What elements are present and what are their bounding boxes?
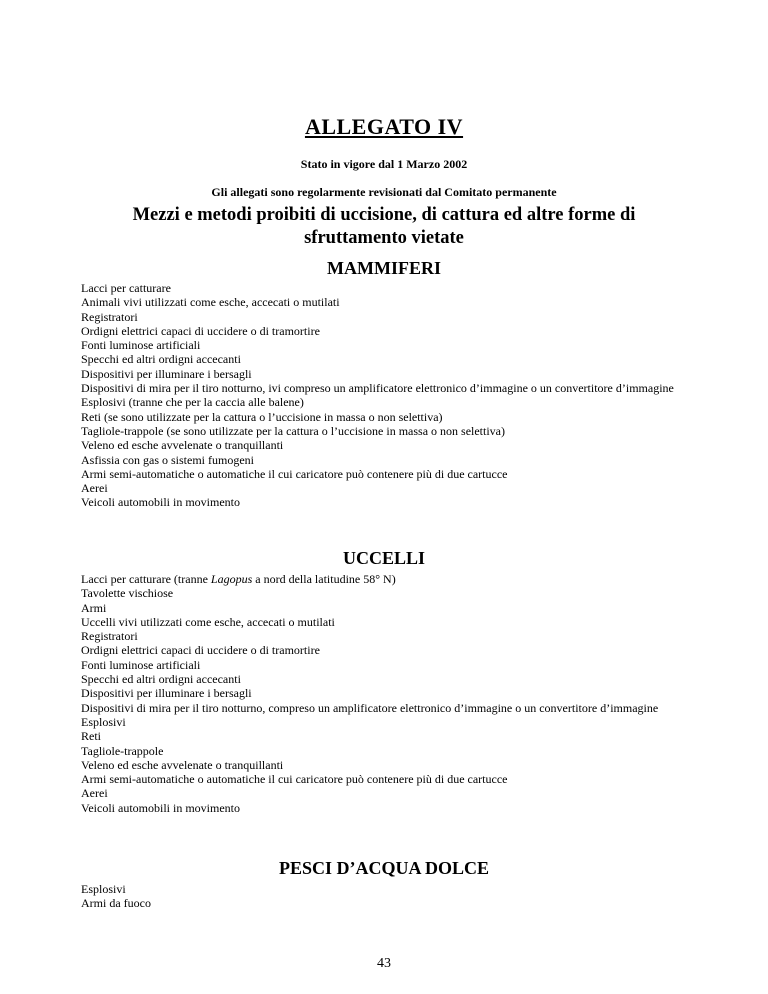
list-item: Esplosivi — [81, 882, 126, 896]
validity-date: Stato in vigore dal 1 Marzo 2002 — [300, 157, 468, 171]
document-title: ALLEGATO IV — [304, 114, 464, 139]
main-heading: Mezzi e metodi proibiti di uccisione, di cattura ed altre forme di sfruttamento vietate — [132, 205, 636, 248]
list-item: Esplosivi — [81, 714, 126, 729]
species-name: Lagopus — [210, 572, 253, 586]
list-item: Dispositivi di mira per il tiro notturno, ivi compreso un amplificatore elettronico d’immagine o un convertitore d’immagine — [81, 381, 674, 396]
list-item: Registratori — [81, 629, 138, 644]
section-title-pesci: PESCI D’ACQUA DOLCE — [278, 858, 490, 878]
list-item: Lacci per catturare — [81, 281, 171, 295]
list-item: Esplosivi (tranne che per la caccia alle balene) — [81, 395, 304, 410]
list-item: Veicoli automobili in movimento — [81, 800, 240, 815]
list-item: Veleno ed esche avvelenate o tranquillanti — [81, 757, 284, 772]
list-uccelli — [81, 572, 687, 815]
list-item: Animali vivi utilizzati come esche, accecati o mutilati — [81, 295, 340, 310]
list-item: Tagliole-trappole (se sono utilizzate per la cattura o l’uccisione in massa o non selettiva) — [81, 423, 506, 438]
list-item: Fonti luminose artificiali — [81, 338, 201, 353]
list-item: Armi da fuoco — [81, 896, 151, 911]
list-item: Uccelli vivi utilizzati come esche, accecati o mutilati — [81, 614, 335, 629]
list-item: Specchi ed altri ordigni accecanti — [81, 352, 241, 367]
list-item: Veleno ed esche avvelenate o tranquillanti — [81, 438, 284, 453]
list-pesci — [81, 882, 687, 911]
list-item: Dispositivi per illuminare i bersagli — [81, 366, 252, 381]
section-title-uccelli: UCCELLI — [342, 548, 426, 568]
list-item: Aerei — [81, 786, 108, 801]
list-item: Ordigni elettrici capaci di uccidere o di tramortire — [81, 643, 320, 658]
list-mammiferi — [81, 281, 687, 510]
list-item: Asfissia con gas o sistemi fumogeni — [81, 452, 254, 467]
list-item: Dispositivi di mira per il tiro notturno, compreso un amplificatore elettronico d’immagine o un convertitore d’immagine — [81, 700, 659, 715]
list-item: Registratori — [81, 309, 138, 324]
list-item: Reti (se sono utilizzate per la cattura o l’uccisione in massa o non selettiva) — [81, 409, 443, 424]
list-item: Tavolette vischiose — [81, 586, 174, 601]
list-item: Armi semi-automatiche o automatiche il cui caricatore può contenere più di due cartucce — [81, 466, 508, 481]
list-item: Aerei — [81, 481, 108, 496]
list-item: Armi semi-automatiche o automatiche il cui caricatore può contenere più di due cartucce — [81, 772, 508, 787]
list-item: Veicoli automobili in movimento — [81, 495, 240, 510]
revision-note: Gli allegati sono regolarmente revisionati dal Comitato permanente — [211, 185, 557, 199]
list-item: Lacci per catturare (tranne Lagopus a nord della latitudine 58° N) — [81, 572, 396, 586]
list-item: Reti — [81, 729, 101, 744]
list-item: Specchi ed altri ordigni accecanti — [81, 672, 241, 687]
list-item: Tagliole-trappole — [81, 743, 164, 758]
list-item: Dispositivi per illuminare i bersagli — [81, 686, 252, 701]
list-item: Fonti luminose artificiali — [81, 657, 201, 672]
list-item: Ordigni elettrici capaci di uccidere o di tramortire — [81, 323, 320, 338]
page-number: 43 — [377, 956, 391, 971]
section-title-mammiferi: MAMMIFERI — [327, 258, 441, 278]
list-item: Armi — [81, 600, 107, 615]
